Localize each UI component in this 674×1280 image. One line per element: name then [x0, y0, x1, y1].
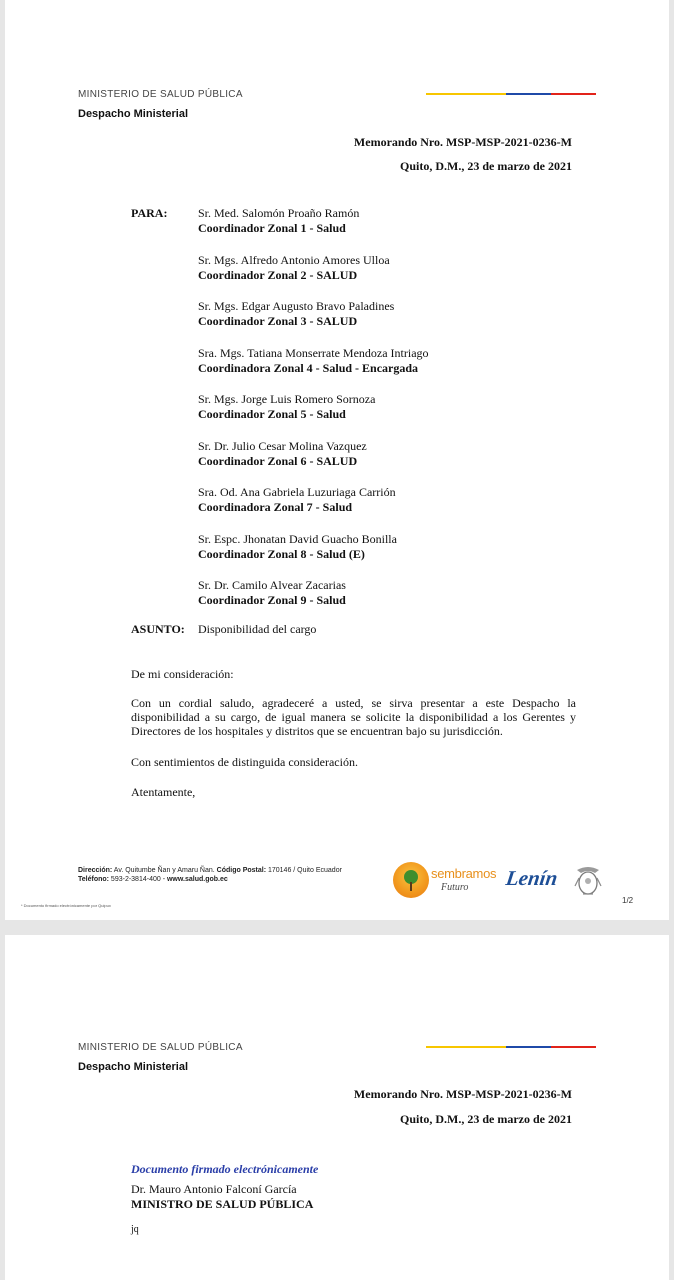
phone-value: 593-2-3814-400 -: [108, 876, 167, 883]
flag-stripe: [426, 1046, 596, 1048]
memo-date: Quito, D.M., 23 de marzo de 2021: [400, 1112, 572, 1126]
lenin-signature-logo: Lenín: [504, 866, 560, 890]
postal-label: Código Postal:: [216, 867, 267, 874]
recipient-name: Sr. Med. Salomón Proaño Ramón: [198, 206, 360, 220]
document-page-2: [5, 935, 669, 1280]
office-name: Despacho Ministerial: [78, 108, 189, 120]
recipient-name: Sr. Dr. Julio Cesar Molina Vazquez: [198, 438, 367, 453]
body-paragraph: Con un cordial saludo, agradeceré a usted, se sirva presentar a este Despacho la disponibilidad a su cargo, de igual manera se solicite la disponibilidad a los Gerentes y Directores de los hospitales y distritos que se encuentran bajo su jurisdicción.: [131, 696, 576, 738]
office-name: Despacho Ministerial: [78, 1061, 189, 1073]
greeting: De mi consideración:: [131, 667, 234, 681]
recipient-item: [198, 253, 598, 300]
recipient-title: Coordinador Zonal 6 - SALUD: [198, 453, 358, 468]
website-link[interactable]: www.salud.gob.ec: [166, 876, 228, 883]
recipient-title: Coordinador Zonal 5 - Salud: [198, 407, 346, 421]
footer-note: * Documento firmado electrónicamente por Quipux: [21, 903, 111, 908]
recipient-title: Coordinadora Zonal 4 - Salud - Encargada: [198, 360, 419, 375]
recipient-item: [198, 532, 598, 579]
ministry-name: MINISTERIO DE SALUD PÚBLICA: [78, 1042, 243, 1053]
recipient-item: [198, 392, 598, 439]
phone-label: Teléfono:: [78, 876, 109, 883]
recipient-name: Sra. Mgs. Tatiana Monserrate Mendoza Intriago: [198, 345, 429, 360]
coat-of-arms-icon: [573, 864, 603, 898]
sembramos-logo-text: sembramos: [431, 866, 497, 881]
postal-value: 170146 / Quito Ecuador: [266, 867, 342, 874]
recipient-name: Sr. Dr. Camilo Alvear Zacarias: [198, 578, 346, 592]
recipient-name: Sr. Mgs. Alfredo Antonio Amores Ulloa: [198, 252, 390, 267]
recipient-name: Sr. Mgs. Edgar Augusto Bravo Paladines: [198, 299, 395, 313]
recipient-name: Sra. Od. Ana Gabriela Luzuriaga Carrión: [198, 485, 396, 499]
recipient-item: [198, 439, 598, 486]
asunto-label: ASUNTO:: [131, 622, 185, 636]
recipient-name: Sr. Espc. Jhonatan David Guacho Bonilla: [198, 531, 397, 546]
sembramos-logo-icon: [393, 862, 429, 898]
asunto-value: Disponibilidad del cargo: [198, 622, 317, 636]
flag-stripe: [426, 93, 596, 95]
recipient-item: [198, 485, 598, 532]
recipient-item: [198, 299, 598, 346]
address-label: Dirección:: [78, 867, 113, 874]
recipient-item: [198, 578, 598, 625]
memo-date: Quito, D.M., 23 de marzo de 2021: [400, 159, 572, 173]
memo-number: Memorando Nro. MSP-MSP-2021-0236-M: [353, 1087, 572, 1101]
recipient-item: [198, 206, 598, 253]
futuro-logo-text: Futuro: [441, 882, 469, 893]
recipient-title: Coordinador Zonal 3 - SALUD: [198, 314, 358, 328]
closing-line: Con sentimientos de distinguida consideración.: [131, 755, 358, 769]
recipient-title: Coordinadora Zonal 7 - Salud: [198, 500, 353, 514]
footer-address: [78, 866, 342, 884]
ministry-name: MINISTERIO DE SALUD PÚBLICA: [78, 89, 243, 100]
page-number: 1/2: [622, 896, 634, 905]
recipient-item: [198, 346, 598, 393]
initials: jq: [131, 1224, 139, 1235]
signer-title: MINISTRO DE SALUD PÚBLICA: [131, 1197, 314, 1211]
recipient-title: Coordinador Zonal 2 - SALUD: [198, 267, 358, 282]
recipient-list: [198, 206, 598, 625]
signed-note: Documento firmado electrónicamente: [131, 1162, 319, 1176]
recipient-title: Coordinador Zonal 8 - Salud (E): [198, 546, 365, 561]
recipient-title: Coordinador Zonal 9 - Salud: [198, 593, 346, 607]
recipient-name: Sr. Mgs. Jorge Luis Romero Sornoza: [198, 392, 376, 406]
address-value: Av. Quitumbe Ñan y Amaru Ñan.: [112, 867, 217, 874]
recipient-title: Coordinador Zonal 1 - Salud: [198, 221, 346, 235]
signer-name: Dr. Mauro Antonio Falconí García: [131, 1182, 297, 1196]
document-page-1: [5, 0, 669, 920]
memo-number: Memorando Nro. MSP-MSP-2021-0236-M: [353, 135, 572, 149]
regards-line: Atentamente,: [131, 785, 196, 799]
para-label: PARA:: [131, 206, 168, 220]
